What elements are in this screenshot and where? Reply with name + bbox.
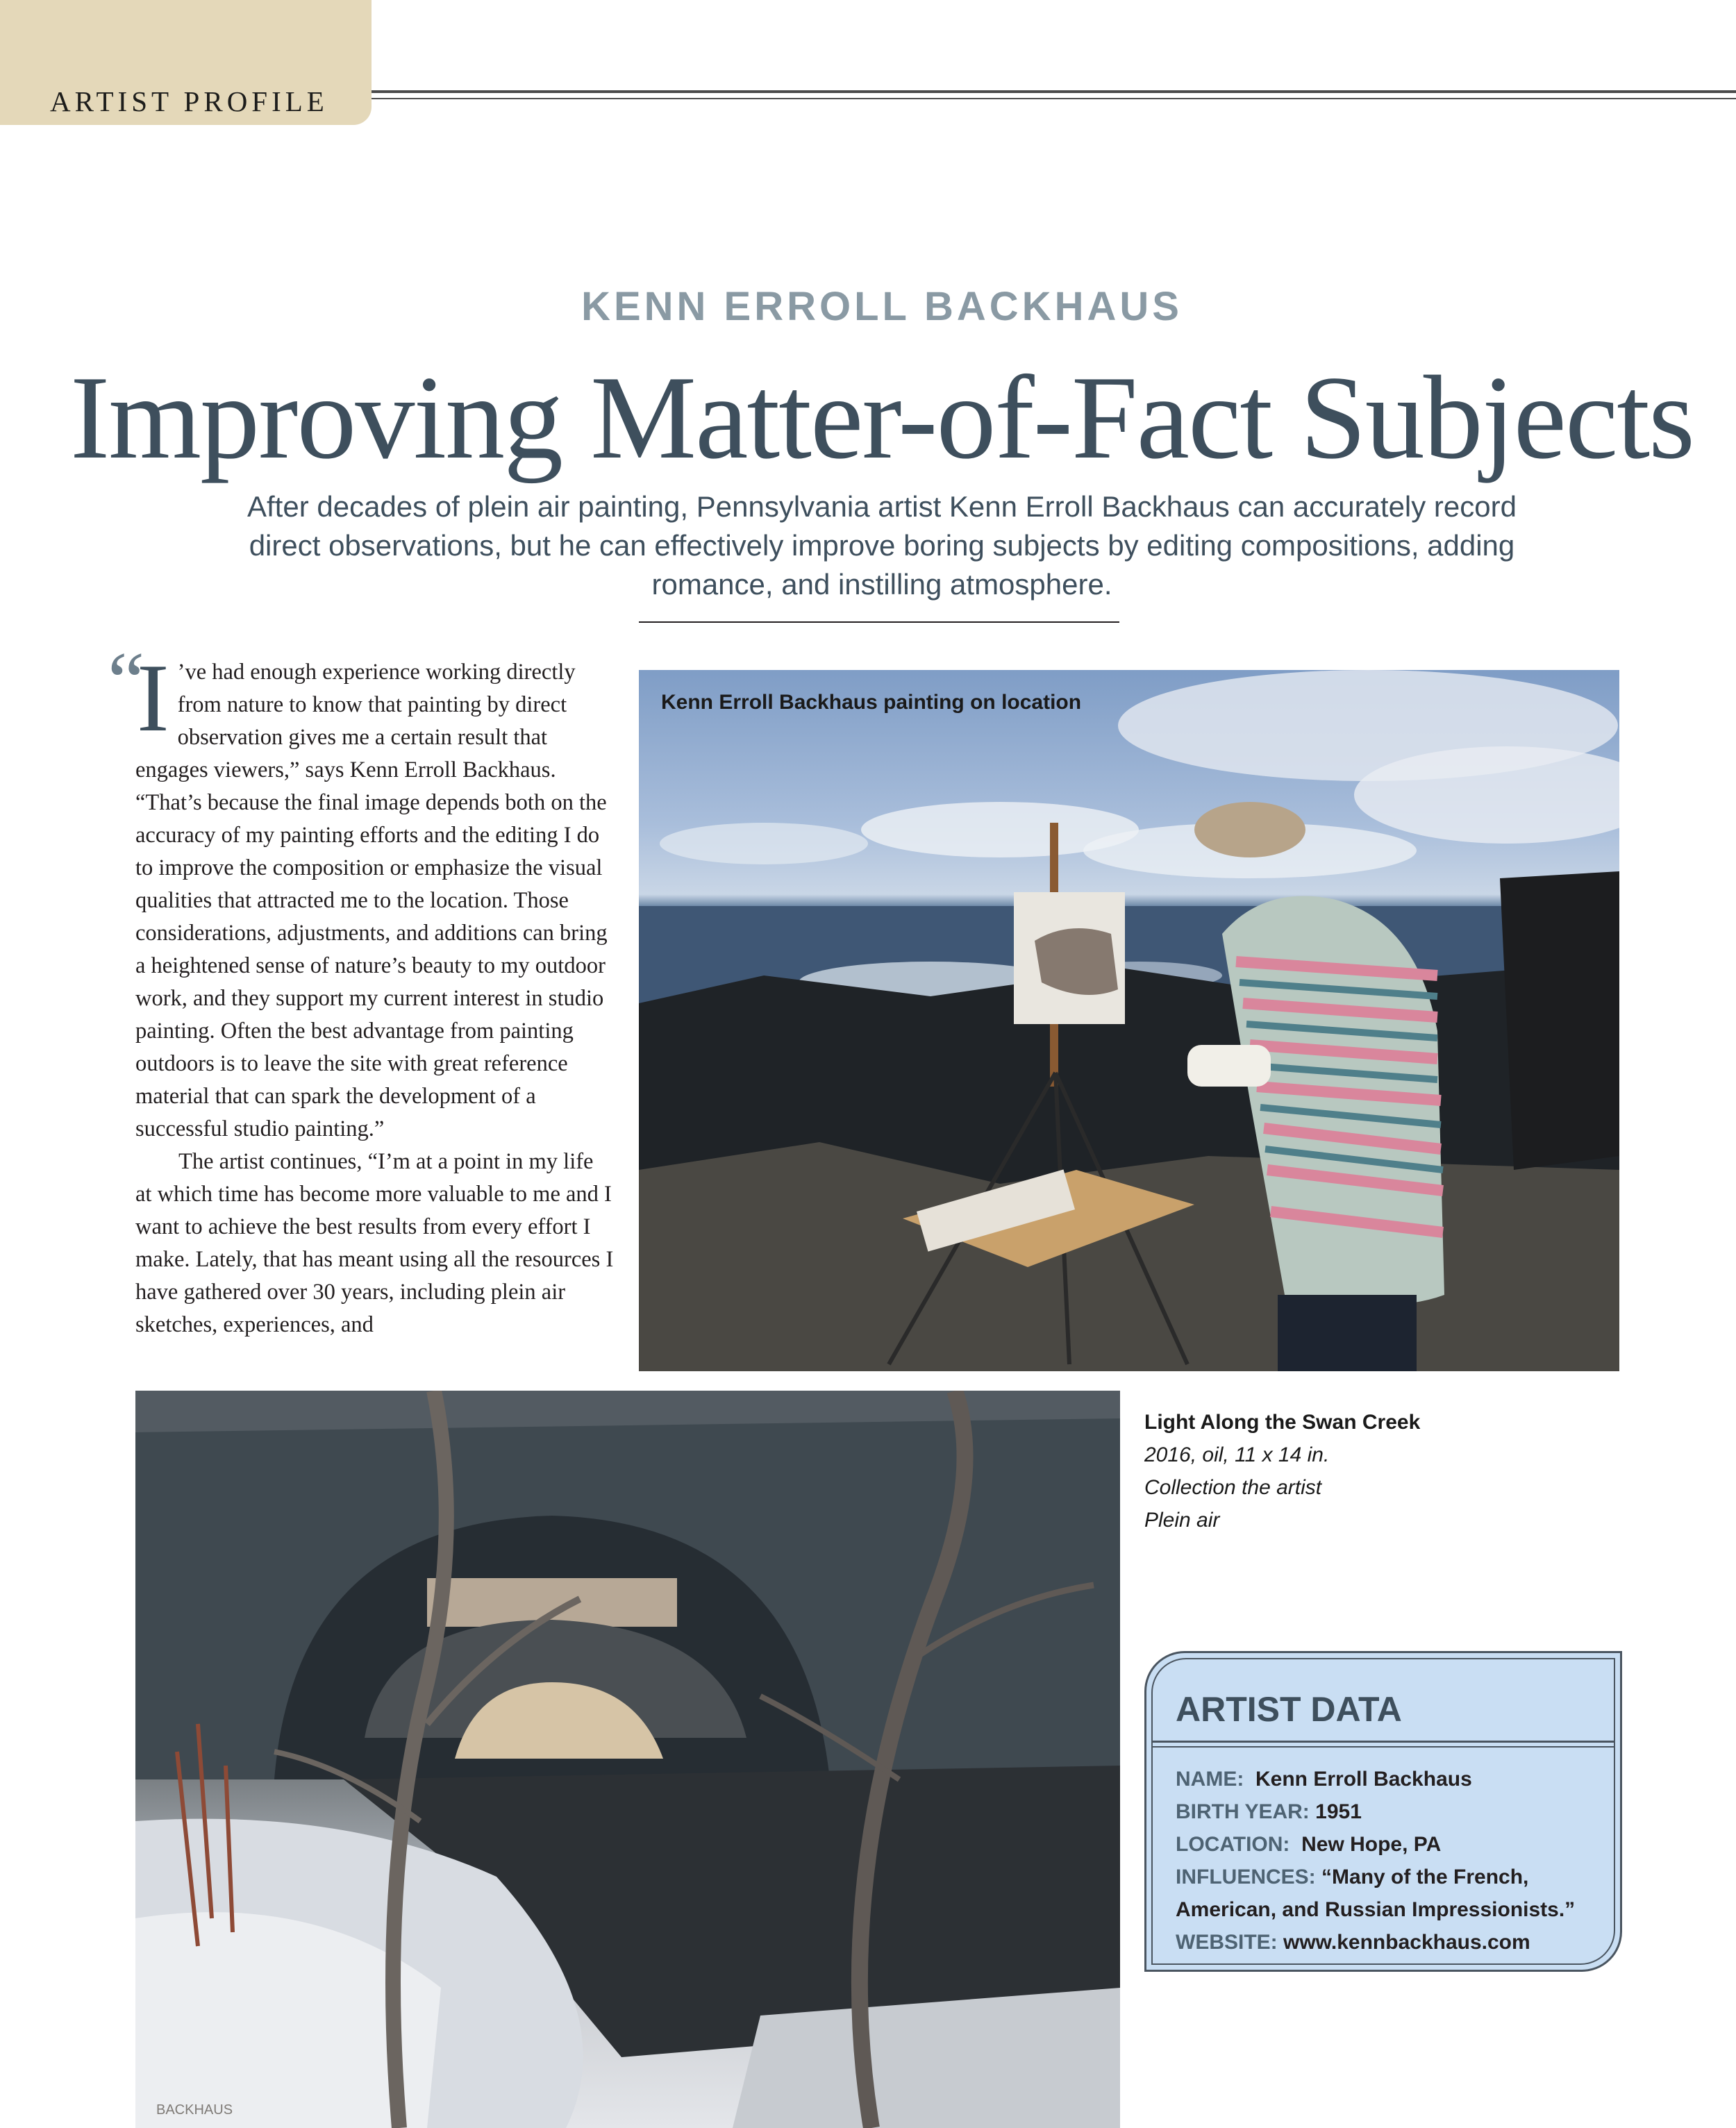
artist-data-box [1144,1651,1622,1972]
dek: After decades of plein air painting, Pennsylvania artist Kenn Erroll Backhaus can accurately record direct observations, but he can effectively improve boring subjects by editing compositions, adding romance, and instilling atmosphere. [247,490,1517,601]
dek-rule [639,621,1119,623]
artist-on-location-photo [639,670,1619,1371]
data-row-influences [1176,1861,1599,1926]
birth-year-value: 1951 [1315,1800,1362,1823]
article-paragraph [135,644,615,1146]
painting-light-along-the-swan-creek [135,1391,1120,2128]
location-value: New Hope, PA [1301,1833,1442,1856]
photo-caption: Kenn Erroll Backhaus painting on location [661,691,1082,714]
influences-key: INFLUENCES: [1176,1866,1316,1888]
birth-year-key: BIRTH YEAR: [1176,1800,1310,1823]
drop-cap: I [137,644,169,752]
top-rule-thin [372,98,1736,99]
artist-data-list [1176,1763,1599,1959]
top-rule [372,90,1736,93]
data-row-location [1176,1828,1599,1861]
name-key: NAME: [1176,1768,1244,1791]
data-row-name [1176,1763,1599,1795]
painting-note: Plein air [1144,1509,1220,1532]
artist-data-rule [1151,1741,1615,1743]
painting-illustration [135,1391,1120,2128]
article-body [108,635,615,1341]
painting-details: 2016, oil, 11 x 14 in. [1144,1443,1330,1466]
painting-caption [1144,1406,1478,1536]
influences-value: “Many of the French, American, and Russian Impressionists.” [1176,1866,1576,1921]
name-value: Kenn Erroll Backhaus [1255,1768,1472,1791]
painting-title: Light Along the Swan Creek [1144,1411,1421,1434]
painting-collection: Collection the artist [1144,1476,1322,1499]
website-value: www.kennbackhaus.com [1283,1931,1530,1954]
headline: Improving Matter-of-Fact Subjects [70,352,1694,484]
section-label: ARTIST PROFILE [50,85,328,117]
data-row-birth-year [1176,1795,1599,1828]
website-key: WEBSITE: [1176,1931,1278,1954]
painting-signature: BACKHAUS [156,2102,233,2118]
location-key: LOCATION: [1176,1833,1290,1856]
article-paragraph: The artist continues, “I’m at a point in my life at which time has become more valuable to me and I want to achieve the best results from every effort I make. Lately, that has meant using all the resources I have gathered over 30 years, including plein air sketches, experiences, and [135,1149,614,1337]
data-row-website [1176,1926,1599,1959]
paragraph-text: ’ve had enough experience working directly from nature to know that painting by direct observation gives me a certain result that engages viewers,” says Kenn Erroll Backhaus. “That’s because the final image depends both on the accuracy of my painting efforts and the editing I do to improve the composition or emphasize the visual qualities that attracted me to the location. Those considerations, adjustments, and additions can bring a heightened sense of nature’s beauty to my outdoor work, and they support my current interest in studio painting. Often the best advantage from painting outdoors is to leave the site with great reference material that can spark the development of a successful studio painting.” [135,660,608,1141]
open-quote: “ [108,635,145,727]
photo-illustration [639,670,1619,1371]
artist-data-title: ARTIST DATA [1176,1690,1402,1729]
artist-data-rule-thin [1151,1746,1615,1748]
artist-kicker: KENN ERROLL BACKHAUS [581,284,1183,329]
